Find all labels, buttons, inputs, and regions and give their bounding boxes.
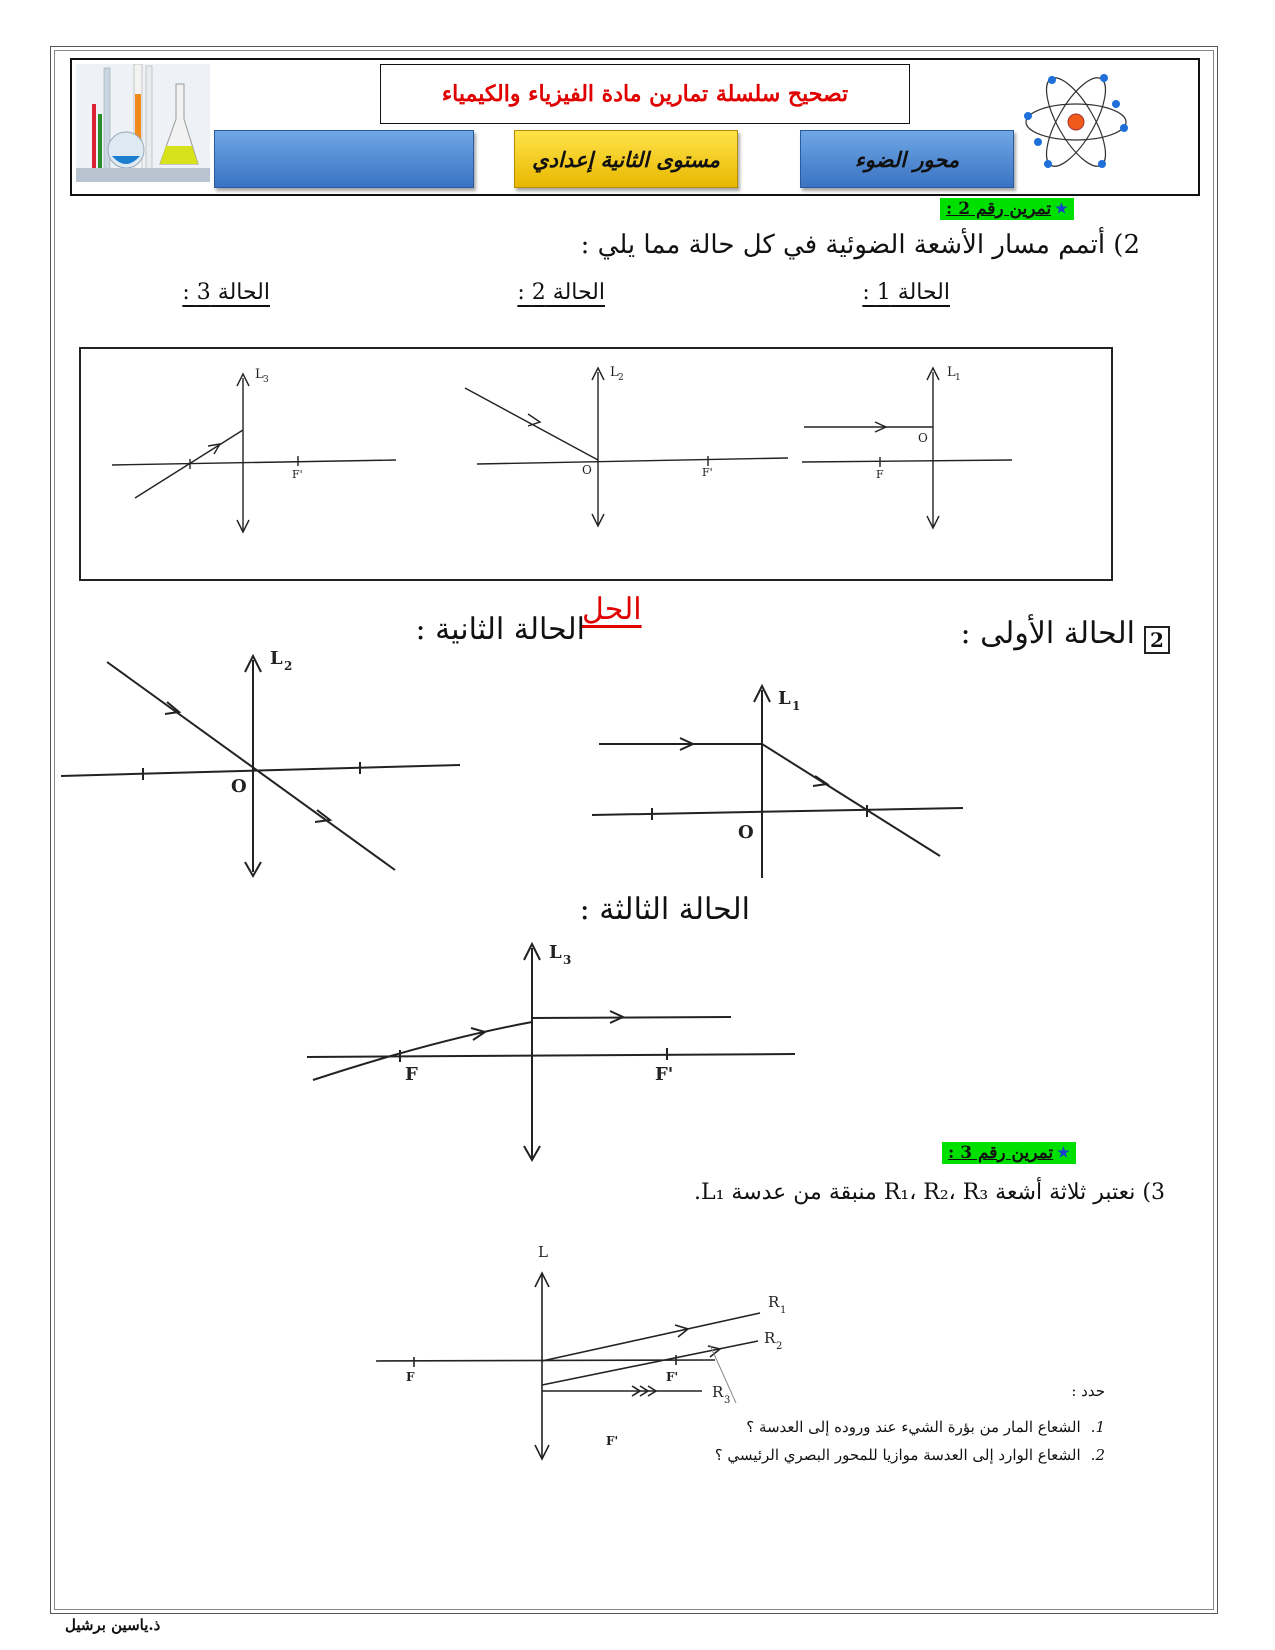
case3-label: الحالة 3 :	[182, 280, 270, 305]
author-signature: ذ.ياسين برشيل	[65, 1616, 161, 1634]
solution-case1-label: الحالة الأولى :	[960, 616, 1135, 651]
exercise2-label-text: تمرين رقم 2 :	[946, 199, 1052, 219]
sol3-fprime-label: F'	[655, 1064, 674, 1085]
question-item-2	[715, 1446, 1105, 1464]
case1-lens-label: L	[947, 365, 956, 380]
star-icon: ★	[1055, 201, 1068, 217]
case1-label: الحالة 1 :	[862, 280, 950, 305]
exercise3-question: 3) نعتبر ثلاثة أشعة R₁، R₂، R₃ منبقة من عدسة L₁.	[693, 1180, 1165, 1205]
case1-axis	[802, 460, 1012, 462]
case2-label: الحالة 2 :	[517, 280, 605, 305]
exercise3-label-text: تمرين رقم 3 :	[948, 1143, 1054, 1163]
sol3-lens-sub: 3	[563, 953, 572, 967]
r1-sub: 1	[780, 1305, 787, 1316]
case2-ray	[465, 388, 598, 460]
solution-diagrams	[55, 640, 975, 1170]
solution-case2-label: الحالة الثانية :	[415, 612, 585, 647]
sol1-o-label: O	[738, 822, 754, 843]
item-text: الشعاع المار من بؤرة الشيء عند وروده إلى العدسة ؟	[746, 1418, 1081, 1436]
lab-glassware-image	[76, 64, 210, 182]
solution-number-box: 2	[1144, 626, 1170, 654]
item-number: 1.	[1090, 1418, 1105, 1436]
sol2-o-label: O	[231, 776, 247, 797]
case2-o-label: O	[582, 463, 592, 477]
sol2-lens-label: L	[270, 648, 283, 669]
sol2-lens-sub: 2	[284, 659, 293, 673]
sol2-axis	[61, 765, 460, 776]
exercise2-diagrams	[80, 348, 1108, 576]
r1-label: R	[768, 1293, 780, 1311]
exercise3-label	[942, 1142, 1076, 1164]
case3-fprime-label: F'	[292, 468, 303, 481]
sol1-axis	[592, 808, 963, 815]
topic-band: محور الضوء	[800, 130, 1014, 188]
r2-sub: 2	[776, 1341, 783, 1352]
atom-icon	[1020, 64, 1132, 178]
r2-label: R	[764, 1329, 776, 1347]
r3-sub: 3	[724, 1395, 731, 1406]
exercise2-label	[940, 198, 1074, 220]
left-band	[214, 130, 474, 188]
case3-lens-label: L	[255, 367, 264, 382]
solution-case3-label: الحالة الثالثة :	[579, 892, 750, 927]
sol3-axis	[307, 1054, 795, 1057]
sol3-ray-out	[532, 1017, 731, 1018]
determine-label: حدد :	[1071, 1382, 1105, 1400]
case2-fprime-label: F'	[702, 466, 713, 479]
ex3-f-label: F	[406, 1370, 415, 1384]
exercise2-question: 2) أتمم مسار الأشعة الضوئية في كل حالة مما يلي :	[580, 230, 1140, 260]
sol3-f-label: F	[405, 1064, 418, 1085]
case3-lens-sub: 3	[263, 375, 269, 385]
ex3-fprime-label: F'	[666, 1370, 679, 1384]
sol1-ray-out	[762, 744, 940, 856]
level-band: مستوى الثانية إعدادي	[514, 130, 738, 188]
sol2-ray	[107, 662, 395, 870]
ray-r1	[542, 1313, 760, 1361]
ray-r2	[542, 1341, 758, 1385]
case3-axis	[112, 460, 396, 465]
r3-label: R	[712, 1383, 724, 1401]
sol1-lens-label: L	[778, 688, 791, 709]
case2-lens-label: L	[610, 365, 619, 380]
item-number: 2.	[1090, 1446, 1105, 1464]
case2-axis	[477, 458, 788, 464]
star-icon: ★	[1057, 1145, 1070, 1161]
sol3-lens-label: L	[549, 942, 562, 963]
sol3-ray-in	[313, 1022, 532, 1080]
ex3-fprime-label-2: F'	[606, 1434, 619, 1448]
page-title: تصحيح سلسلة تمارين مادة الفيزياء والكيمياء	[380, 64, 910, 124]
question-item-1	[746, 1418, 1105, 1436]
solution-title: الحل	[582, 592, 642, 627]
sol1-lens-sub: 1	[792, 699, 801, 713]
ex3-lens-label: L	[538, 1243, 548, 1261]
case2-lens-sub: 2	[618, 373, 624, 383]
case1-lens-sub: 1	[955, 373, 961, 383]
case1-o-label: O	[918, 431, 928, 445]
case1-f-label: F	[876, 468, 884, 481]
item-text: الشعاع الوارد إلى العدسة موازيا للمحور البصري الرئيسي ؟	[714, 1446, 1081, 1464]
